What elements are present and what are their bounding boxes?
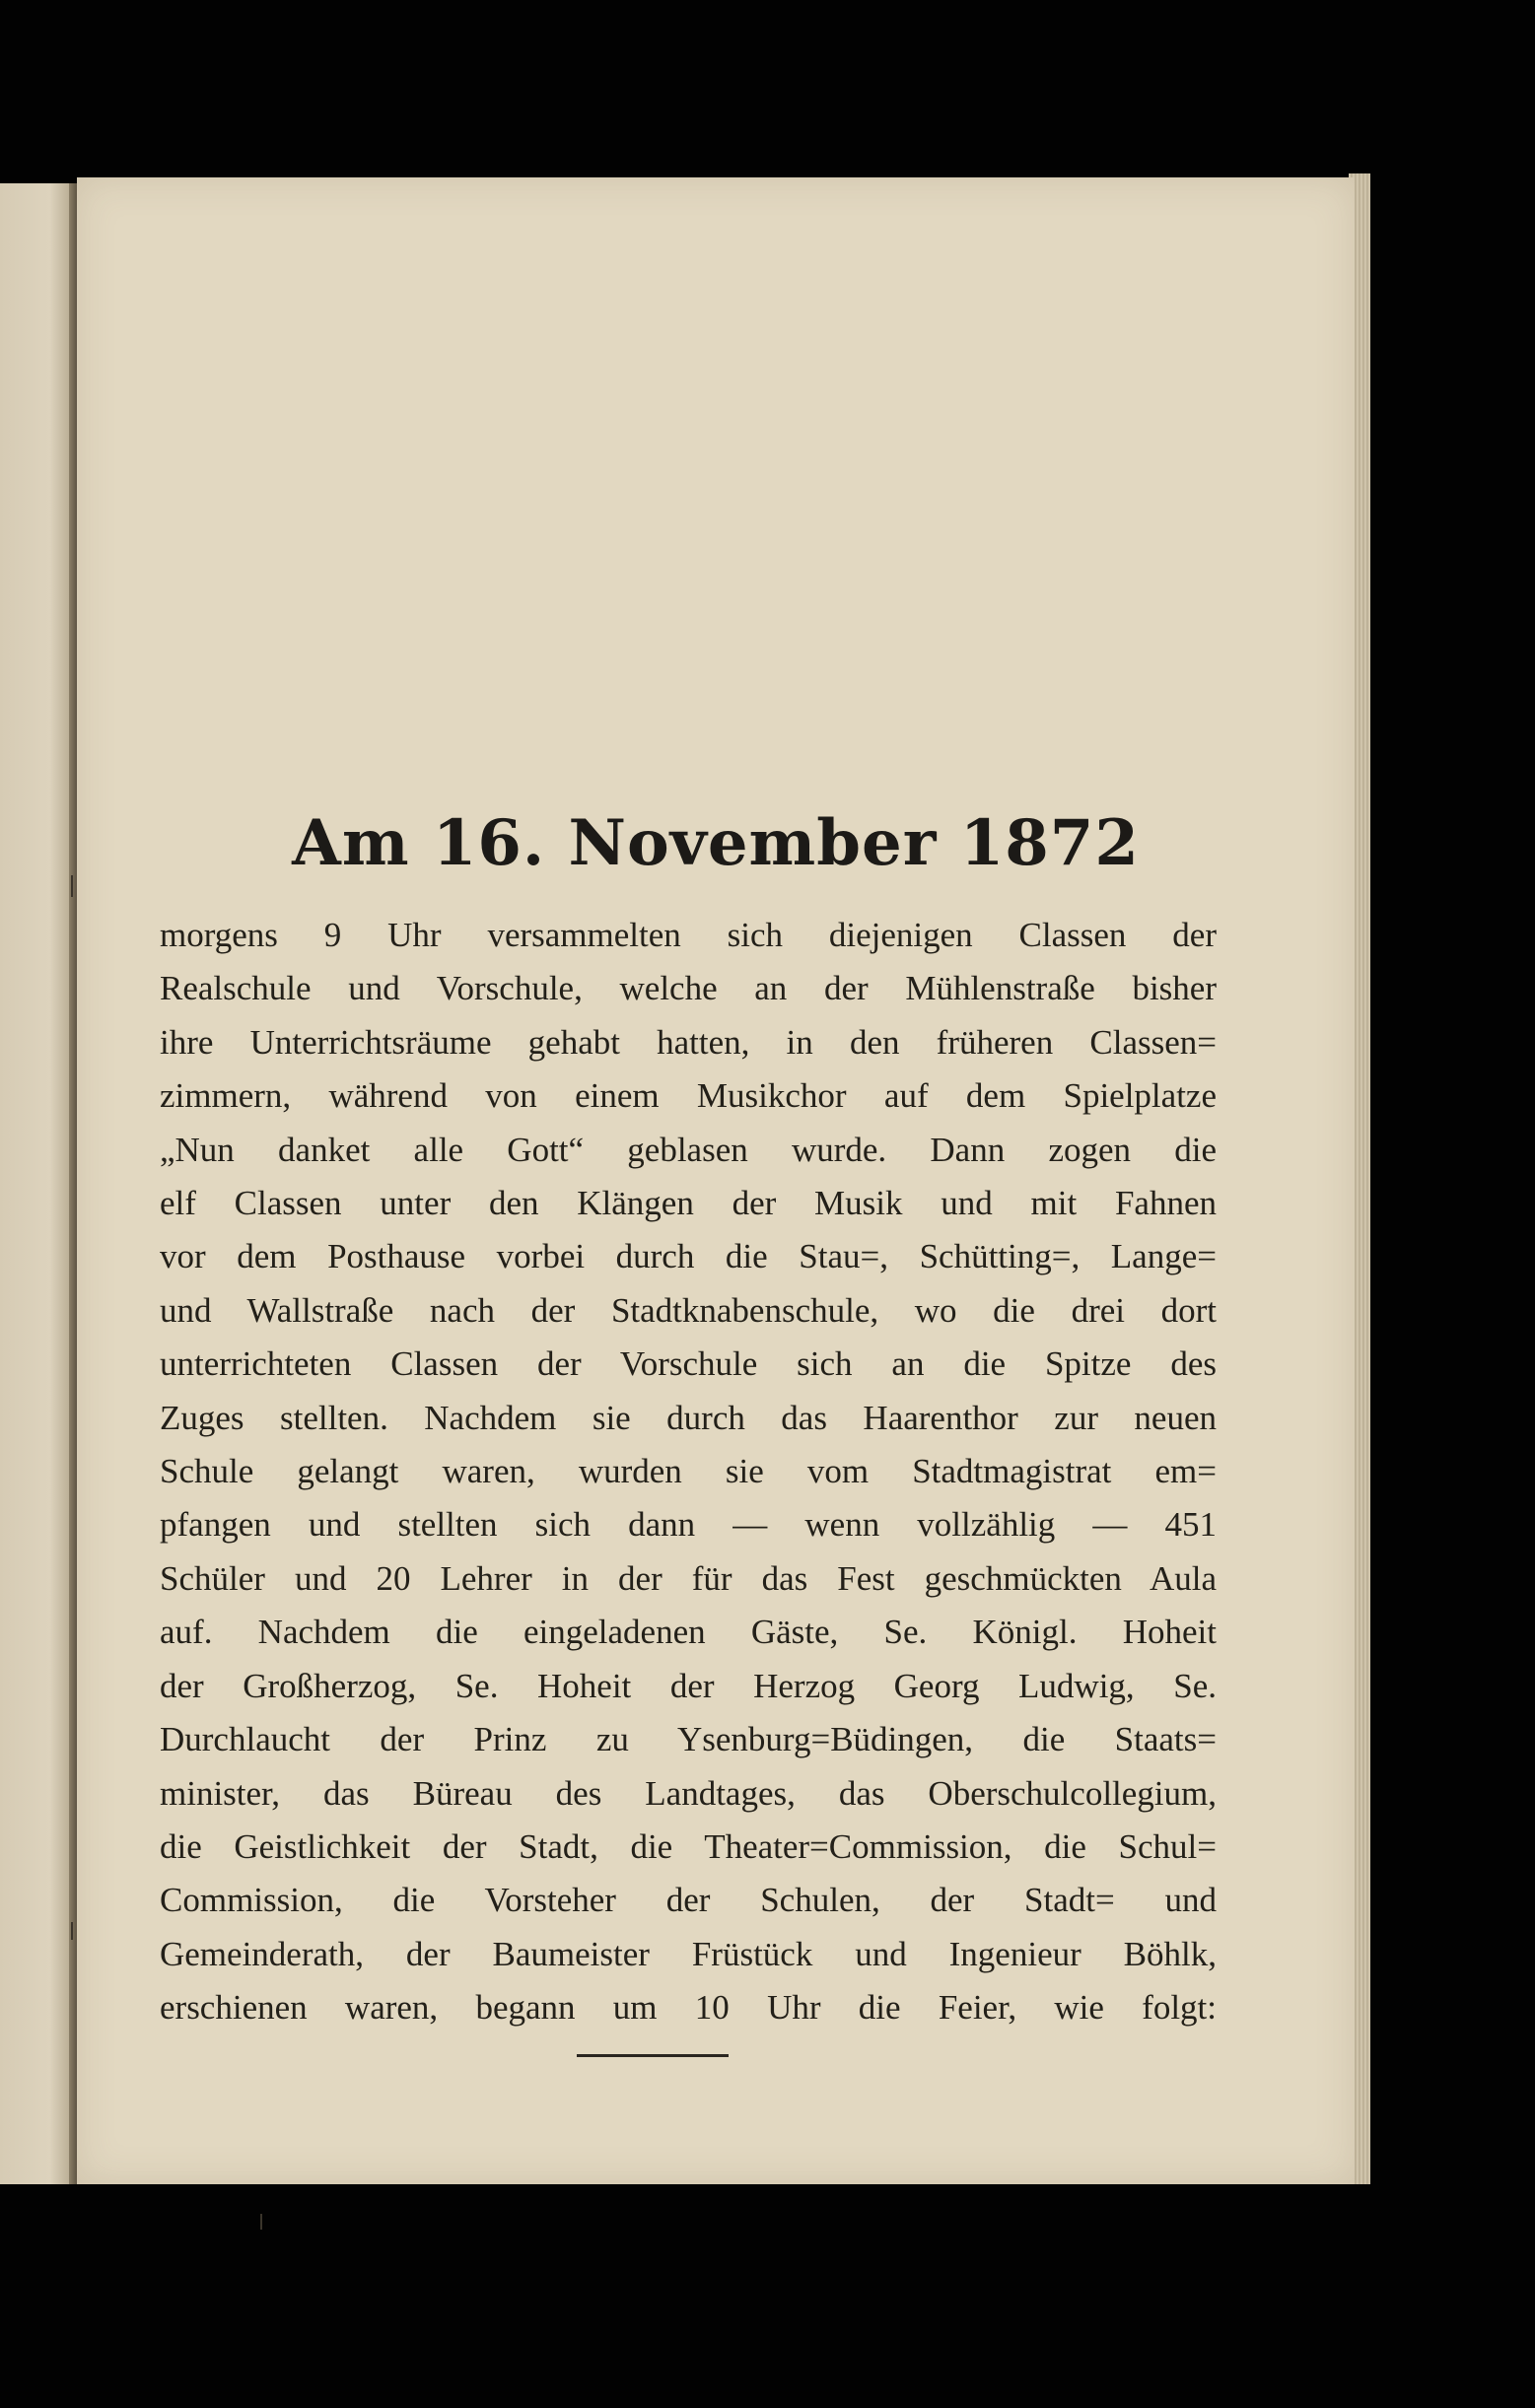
- text-line: Zuges stellten. Nachdem sie durch das Haarenthor zur neuen: [160, 1398, 1217, 1437]
- page-heading: Am 16. November 1872: [292, 806, 1140, 880]
- margin-mark: [71, 875, 73, 897]
- text-line: Schule gelangt waren, wurden sie vom Stadtmagistrat em=: [160, 1452, 1217, 1491]
- text-line: minister, das Büreau des Landtages, das Oberschulcollegium,: [160, 1773, 1217, 1813]
- text-line: Realschule und Vorschule, welche an der Mühlenstraße bisher: [160, 969, 1217, 1008]
- text-line: „Nun danket alle Gott“ geblasen wurde. Dann zogen die: [160, 1130, 1217, 1169]
- text-line: vor dem Posthause vorbei durch die Stau=, Schütting=, Lange=: [160, 1237, 1217, 1276]
- margin-mark: [260, 2214, 262, 2230]
- text-line: die Geistlichkeit der Stadt, die Theater=Commission, die Schul=: [160, 1826, 1217, 1866]
- text-line: elf Classen unter den Klängen der Musik und mit Fahnen: [160, 1184, 1217, 1223]
- text-line: zimmern, während von einem Musikchor auf dem Spielplatze: [160, 1076, 1217, 1116]
- text-line: Gemeinderath, der Baumeister Früstück und Ingenieur Böhlk,: [160, 1934, 1217, 1973]
- book-page: [77, 177, 1355, 2184]
- text-line: Commission, die Vorsteher der Schulen, der Stadt= und: [160, 1881, 1217, 1920]
- text-line: der Großherzog, Se. Hoheit der Herzog Georg Ludwig, Se.: [160, 1666, 1217, 1705]
- body-paragraph: [160, 909, 1217, 2035]
- section-divider: [577, 2054, 729, 2057]
- text-line: pfangen und stellten sich dann — wenn vollzählig — 451: [160, 1505, 1217, 1545]
- facing-page-edge: [0, 183, 71, 2184]
- text-line: und Wallstraße nach der Stadtknabenschule, wo die drei dort: [160, 1290, 1217, 1330]
- text-line: Durchlaucht der Prinz zu Ysenburg=Büdingen, die Staats=: [160, 1720, 1217, 1759]
- book-gutter: [69, 183, 77, 2184]
- text-line: morgens 9 Uhr versammelten sich diejenigen Classen der: [160, 916, 1217, 954]
- margin-mark: [71, 1922, 73, 1940]
- text-line: ihre Unterrichtsräume gehabt hatten, in den früheren Classen=: [160, 1022, 1217, 1062]
- text-line: erschienen waren, begann um 10 Uhr die Feier, wie folgt:: [160, 1988, 1217, 2028]
- text-line: Schüler und 20 Lehrer in der für das Fest geschmückten Aula: [160, 1558, 1217, 1598]
- text-line: auf. Nachdem die eingeladenen Gäste, Se. Königl. Hoheit: [160, 1613, 1217, 1652]
- text-line: unterrichteten Classen der Vorschule sich an die Spitze des: [160, 1344, 1217, 1384]
